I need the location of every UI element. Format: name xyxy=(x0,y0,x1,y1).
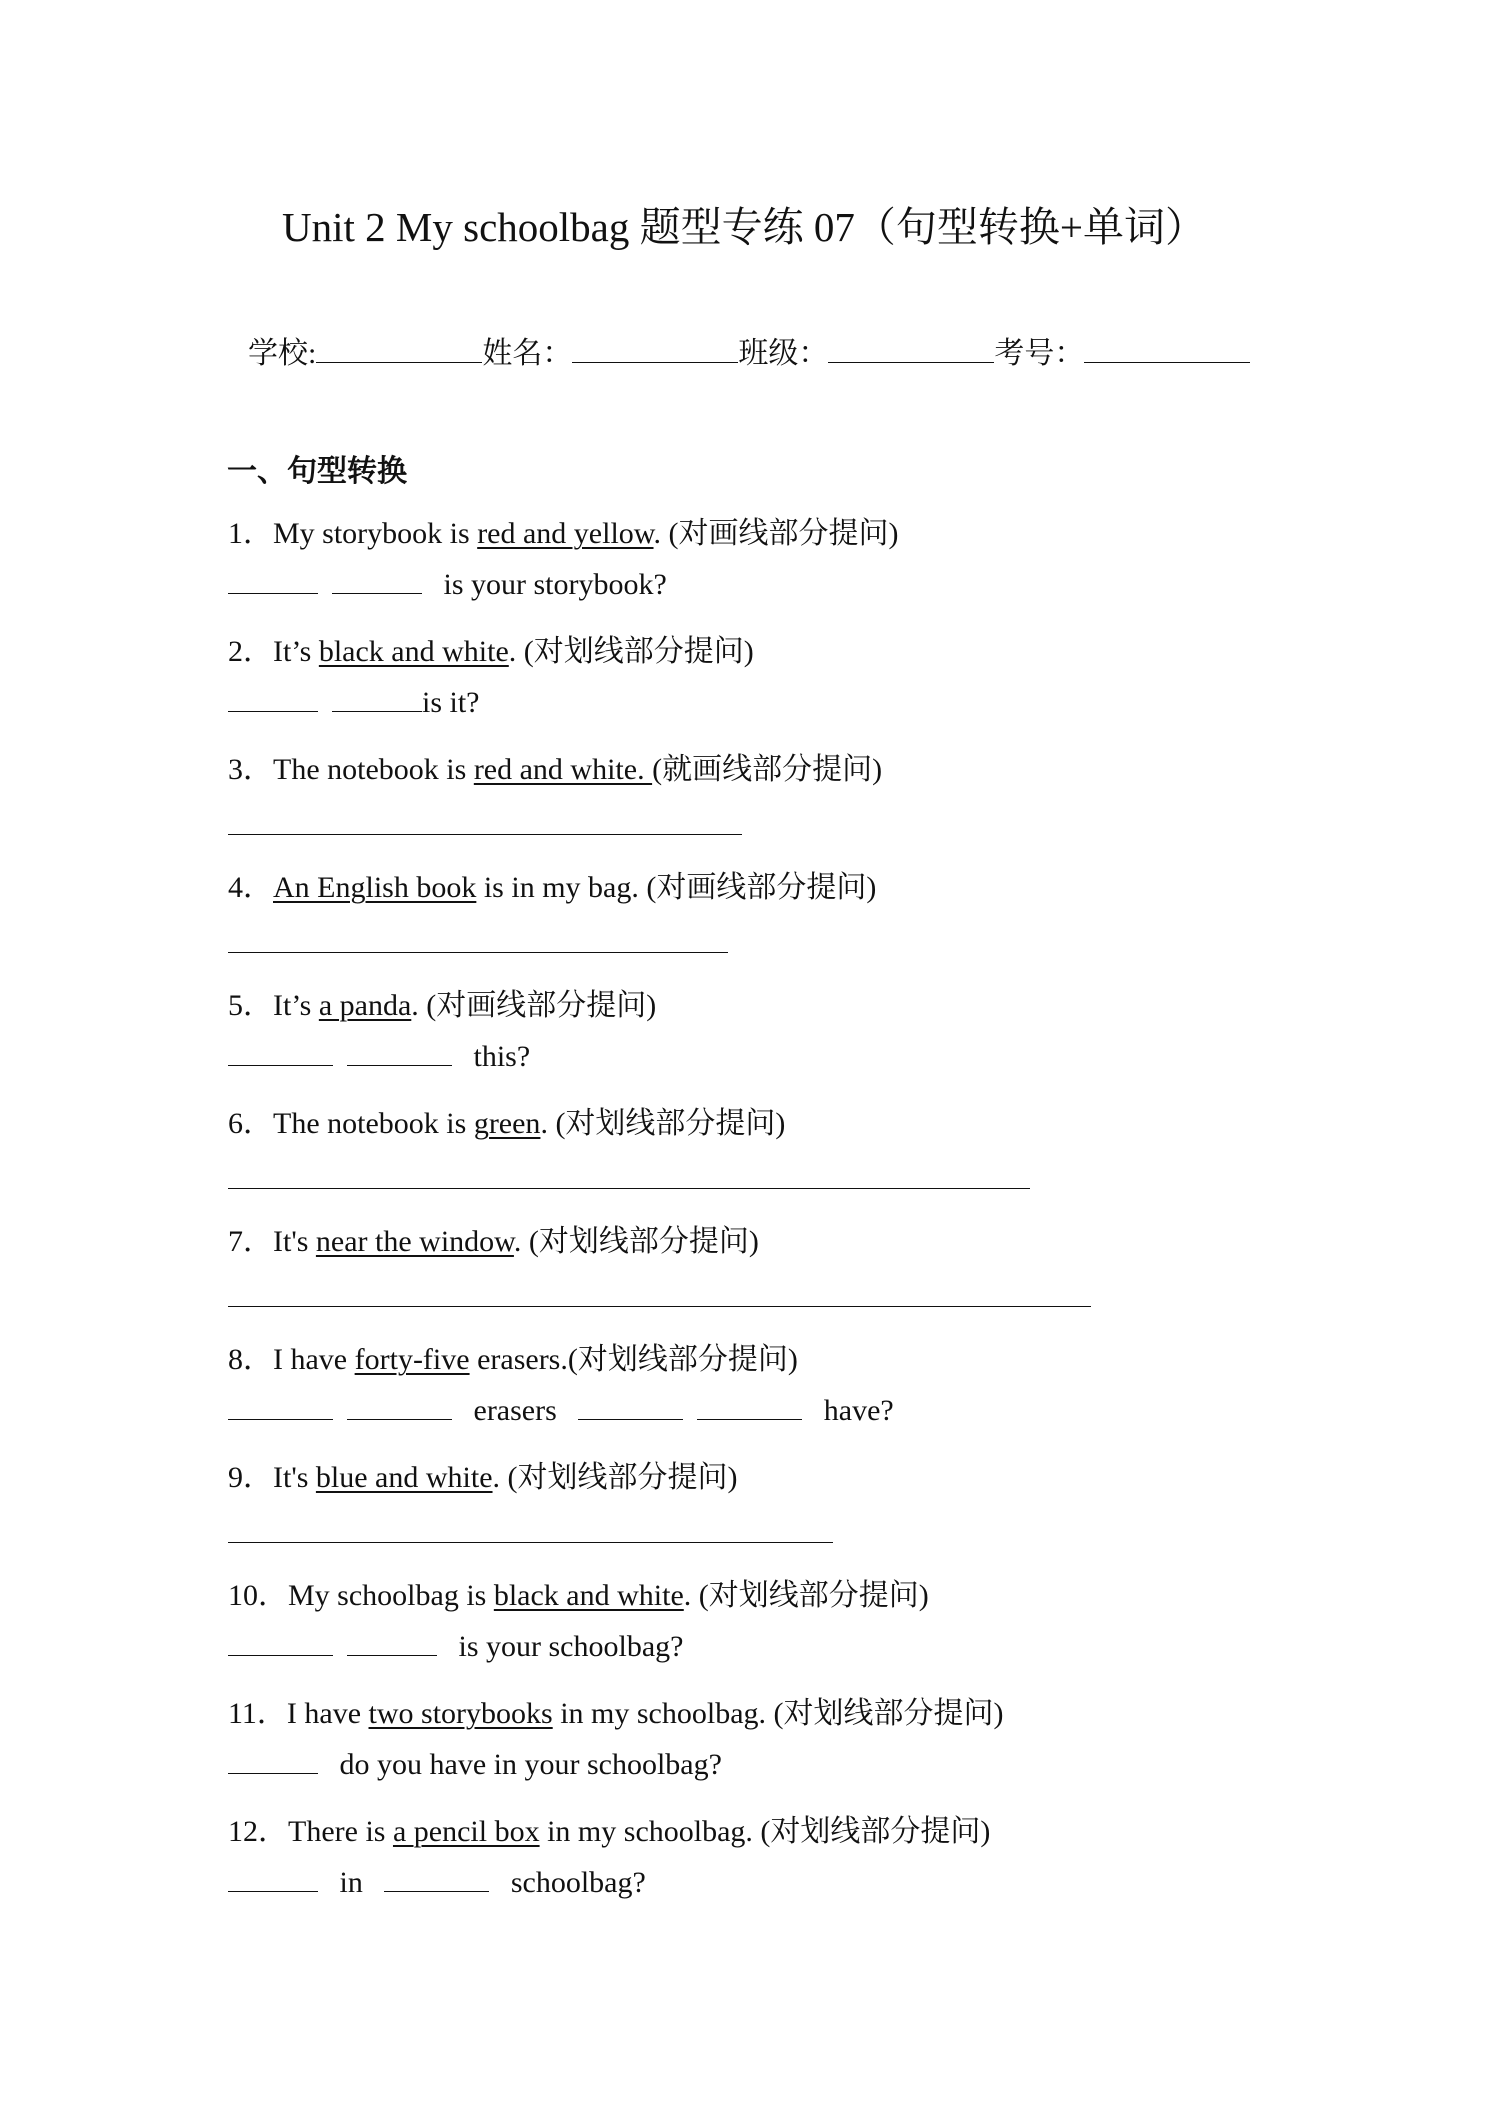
answer-line-7[interactable] xyxy=(228,1306,1091,1307)
answer-blank[interactable] xyxy=(347,1039,452,1066)
class-label: 班级： xyxy=(738,337,829,370)
question-6 xyxy=(228,1098,785,1142)
underlined-part: blue and white xyxy=(315,1461,493,1494)
answer-11 xyxy=(228,1747,722,1782)
underlined-part: a panda xyxy=(318,989,412,1022)
question-2 xyxy=(228,626,754,670)
answer-line-3[interactable] xyxy=(228,834,742,835)
question-text: It's xyxy=(273,1225,316,1258)
question-number: 5． xyxy=(228,989,273,1022)
answer-12 xyxy=(228,1865,646,1900)
school-label: 学校: xyxy=(248,337,317,370)
underlined-part: forty-five xyxy=(354,1343,470,1376)
underlined-part: An English book xyxy=(273,871,477,904)
question-number: 7． xyxy=(228,1225,273,1258)
answer-blank[interactable] xyxy=(347,1393,452,1420)
question-text: My storybook is xyxy=(273,517,478,550)
question-text: It's xyxy=(273,1461,316,1494)
question-instruction: . (对划线部分提问) xyxy=(508,635,754,668)
question-number: 9． xyxy=(228,1461,273,1494)
answer-text: in xyxy=(332,1866,371,1899)
student-info-row xyxy=(248,328,1250,372)
underlined-part: green xyxy=(473,1107,541,1140)
answer-blank[interactable] xyxy=(228,1865,318,1892)
question-text: I have xyxy=(286,1697,369,1730)
answer-text: this? xyxy=(466,1040,531,1073)
question-number: 8． xyxy=(228,1343,273,1376)
answer-blank[interactable] xyxy=(228,1393,333,1420)
question-1 xyxy=(228,508,899,552)
answer-blank[interactable] xyxy=(228,1039,333,1066)
question-7 xyxy=(228,1216,759,1260)
exam-no-blank[interactable] xyxy=(1084,336,1250,363)
answer-blank[interactable] xyxy=(332,567,422,594)
question-instruction: in my schoolbag. (对划线部分提问) xyxy=(539,1815,991,1848)
underlined-part: black and white xyxy=(493,1579,684,1612)
question-8 xyxy=(228,1334,798,1378)
question-text: My schoolbag is xyxy=(288,1579,494,1612)
answer-10 xyxy=(228,1629,683,1664)
question-text: I have xyxy=(273,1343,355,1376)
answer-blank[interactable] xyxy=(384,1865,489,1892)
question-instruction: . (对画线部分提问) xyxy=(653,517,899,550)
question-5 xyxy=(228,980,656,1024)
answer-text: is it? xyxy=(422,686,480,719)
answer-line-9[interactable] xyxy=(228,1542,833,1543)
question-text: There is xyxy=(288,1815,393,1848)
question-3 xyxy=(228,744,882,788)
question-number: 10． xyxy=(228,1579,288,1612)
section-title: 一、句型转换 xyxy=(227,455,407,488)
answer-blank[interactable] xyxy=(228,567,318,594)
underlined-part: a pencil box xyxy=(392,1815,540,1848)
question-number: 3． xyxy=(228,753,273,786)
class-blank[interactable] xyxy=(828,336,994,363)
question-instruction: . (对画线部分提问) xyxy=(411,989,657,1022)
question-9 xyxy=(228,1452,738,1496)
answer-2 xyxy=(228,685,480,720)
answer-line-4[interactable] xyxy=(228,952,728,953)
answer-text: do you have in your schoolbag? xyxy=(332,1748,722,1781)
question-instruction: is in my bag. (对画线部分提问) xyxy=(476,871,877,904)
answer-text: is your schoolbag? xyxy=(451,1630,684,1663)
answer-text: is your storybook? xyxy=(436,568,667,601)
question-instruction: . (对划线部分提问) xyxy=(540,1107,786,1140)
question-text: It’s xyxy=(273,989,319,1022)
underlined-part: two storybooks xyxy=(368,1697,553,1730)
question-10 xyxy=(228,1570,929,1614)
page-title: Unit 2 My schoolbag 题型专练 07（句型转换+单词） xyxy=(282,204,1206,250)
question-instruction: (就画线部分提问) xyxy=(652,753,883,786)
school-blank[interactable] xyxy=(316,336,482,363)
question-number: 1． xyxy=(228,517,273,550)
question-12 xyxy=(228,1806,990,1850)
answer-blank[interactable] xyxy=(228,1629,333,1656)
question-instruction: in my schoolbag. (对划线部分提问) xyxy=(552,1697,1004,1730)
question-number: 12． xyxy=(228,1815,288,1848)
answer-5 xyxy=(228,1039,530,1074)
question-number: 4． xyxy=(228,871,273,904)
question-number: 6． xyxy=(228,1107,273,1140)
answer-8 xyxy=(228,1393,894,1428)
answer-blank[interactable] xyxy=(578,1393,683,1420)
question-11 xyxy=(228,1688,1004,1732)
question-number: 11． xyxy=(228,1697,287,1730)
answer-blank[interactable] xyxy=(228,685,318,712)
answer-text: erasers xyxy=(466,1394,565,1427)
question-text: It’s xyxy=(273,635,319,668)
answer-blank[interactable] xyxy=(228,1747,318,1774)
answer-blank[interactable] xyxy=(697,1393,802,1420)
question-instruction: . (对划线部分提问) xyxy=(492,1461,738,1494)
question-number: 2． xyxy=(228,635,273,668)
exam-no-label: 考号： xyxy=(994,337,1085,370)
question-text: The notebook is xyxy=(273,1107,474,1140)
underlined-part: red and yellow xyxy=(477,517,654,550)
answer-blank[interactable] xyxy=(347,1629,437,1656)
name-blank[interactable] xyxy=(572,336,738,363)
question-instruction: . (对划线部分提问) xyxy=(513,1225,759,1258)
question-text: The notebook is xyxy=(273,753,474,786)
answer-text: schoolbag? xyxy=(503,1866,646,1899)
answer-line-6[interactable] xyxy=(228,1188,1030,1189)
question-instruction: erasers.(对划线部分提问) xyxy=(469,1343,798,1376)
underlined-part: red and white. xyxy=(473,753,653,786)
name-label: 姓名： xyxy=(482,337,573,370)
question-4 xyxy=(228,862,876,906)
answer-blank[interactable] xyxy=(332,685,422,712)
answer-text: have? xyxy=(816,1394,894,1427)
answer-1 xyxy=(228,567,667,602)
underlined-part: black and white xyxy=(318,635,509,668)
question-instruction: . (对划线部分提问) xyxy=(683,1579,929,1612)
underlined-part: near the window xyxy=(315,1225,514,1258)
